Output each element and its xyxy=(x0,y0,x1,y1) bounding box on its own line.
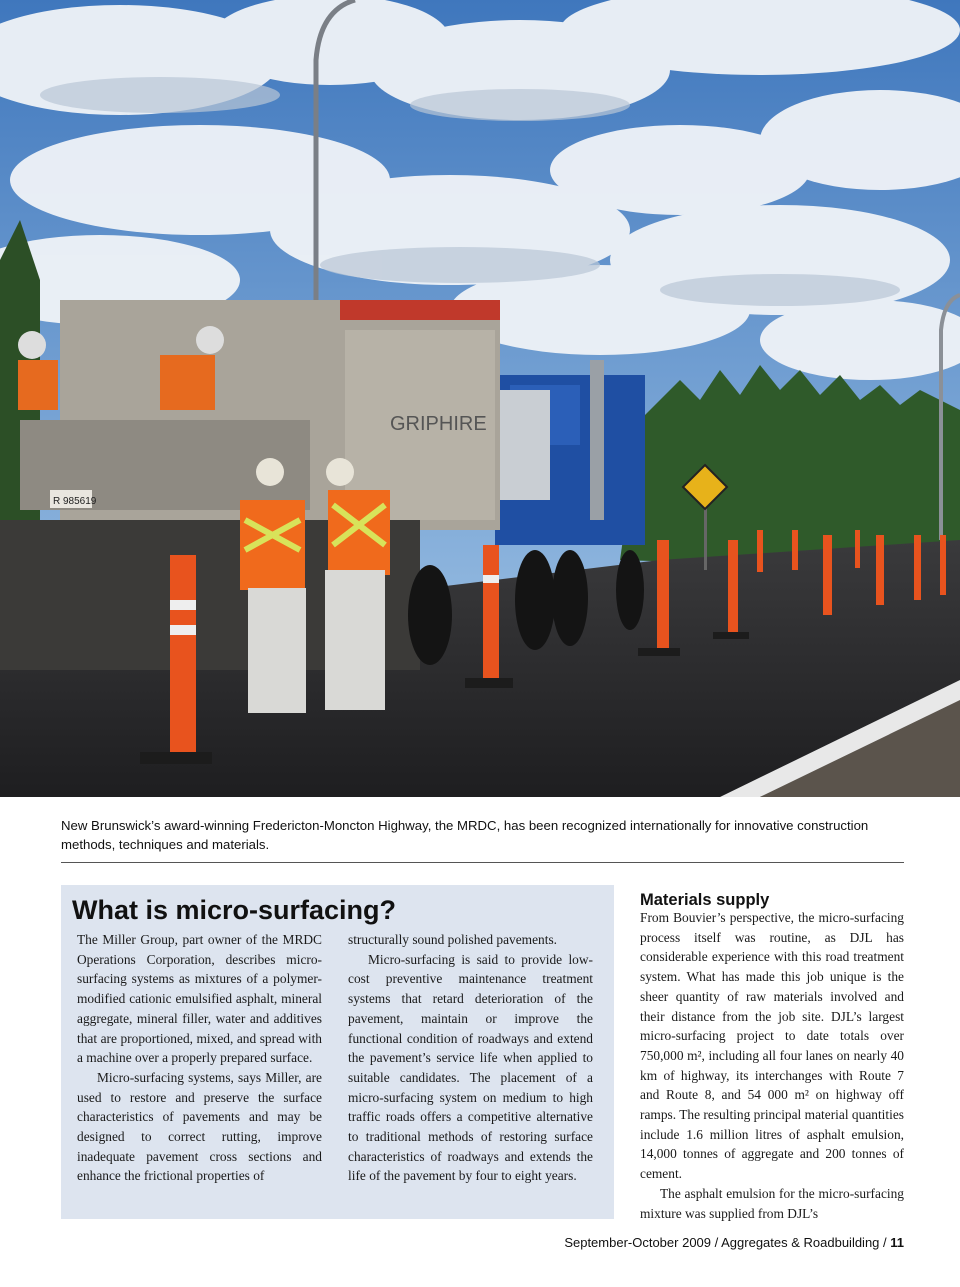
sidebar-paragraph: structurally sound polished pavements. xyxy=(348,932,558,947)
truck-label: GRIPHIRE xyxy=(390,413,487,435)
sidebar-column-1 xyxy=(77,930,322,1186)
article-paragraph: From Bouvier’s perspective, the micro-surfacing process itself was routine, as DJL has considerable experience with this road treatment system. What has made this job unique is the sheer quantity of raw materials involved and their distance from the job site. DJL’s largest micro-surfacing project to date totals over 750,000 m², including all four lanes on nearly 40 km of highway, its interchanges with Route 7 and Route 8, and 54 000 m² on highway off ramps. The resulting principal material quantities include 1.6 million litres of asphalt emulsion, 14,000 tonnes of aggregate and 200 tonnes of cement. xyxy=(640,910,904,1182)
photo-caption: New Brunswick’s award-winning Fredericton-Moncton Highway, the MRDC, has been recognized internationally for innovative construction methods, techniques and materials. xyxy=(61,818,869,852)
sidebar-paragraph: Micro-surfacing is said to provide low-cost preventive maintenance treatment systems that retard deterioration of the pavement, maintain or improve the functional condition of roadways and extend the pavement’s service life when applied to suitable candidates. The placement of a micro-surfacing system on medium to high traffic roads offers a competitive alternative to traditional methods of restoring surface characteristics of roadways and extends the life of the pavement by four to eight years. xyxy=(348,951,593,1184)
page-number: 11 xyxy=(890,1235,904,1250)
footer-issue: September-October 2009 / Aggregates & Roadbuilding / xyxy=(564,1235,891,1250)
sidebar-box xyxy=(61,885,614,1219)
article-paragraph: The asphalt emulsion for the micro-surfacing mixture was supplied from DJL’s xyxy=(640,1185,904,1221)
section-heading: Materials supply xyxy=(640,891,770,909)
sidebar-paragraph: The Miller Group, part owner of the MRDC Operations Corporation, describes micro-surfacing systems as mixtures of a polymer-modified cationic emulsified asphalt, mineral aggregate, mineral filler, water and additives that are proportioned, mixed, and spread with a machine over a properly prepared surface. xyxy=(77,932,322,1066)
plate-text: R 985619 xyxy=(53,496,97,507)
sidebar-title: What is micro-surfacing? xyxy=(72,895,397,925)
sidebar-paragraph: Micro-surfacing systems, says Miller, are used to restore and preserve the surface characteristics of pavements and may be designed to correct rutting, improve inadequate pavement cross sections and enhance the frictional properties of xyxy=(77,1069,322,1184)
page-footer xyxy=(564,1234,904,1252)
divider xyxy=(61,862,904,863)
sidebar-column-2 xyxy=(348,930,593,1186)
article-column xyxy=(640,908,904,1223)
